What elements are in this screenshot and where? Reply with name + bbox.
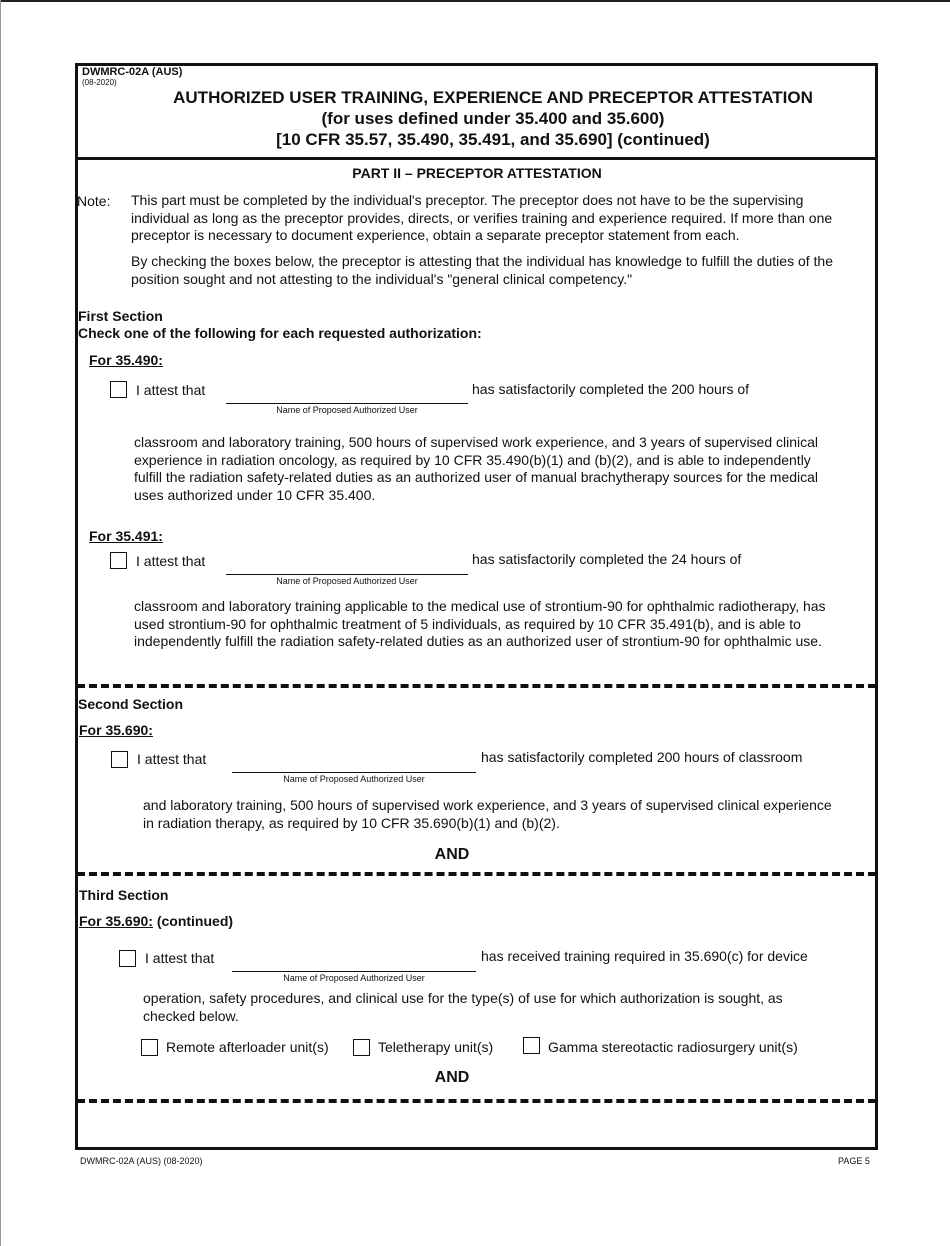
name-caption: Name of Proposed Authorized User <box>283 774 425 784</box>
part-title: PART II – PRECEPTOR ATTESTATION <box>352 165 602 181</box>
form-title <box>78 87 908 150</box>
first-section-heading: First Section <box>78 308 163 324</box>
name-input-35-490[interactable] <box>226 403 468 404</box>
note-text: This part must be completed by the individual's preceptor. The preceptor does not have to be the supervising individual as long as the preceptor provides, directs, or verifies training and experience required. If more than one preceptor is necessary to document experience, obtain a separate preceptor statement from each. <box>131 192 833 243</box>
remote-afterloader-checkbox[interactable] <box>141 1039 158 1056</box>
section-label-35-690: For 35.690: <box>79 722 153 738</box>
form-date: (08-2020) <box>82 78 117 87</box>
teletherapy-checkbox[interactable] <box>353 1039 370 1056</box>
attest-label: I attest that <box>136 382 206 398</box>
section-label-35-491: For 35.491: <box>89 528 163 544</box>
section-divider <box>77 872 876 876</box>
form-id: DWMRC-02A (AUS) <box>82 66 183 78</box>
device-option-label: Gamma stereotactic radiosurgery unit(s) <box>548 1039 798 1055</box>
attest-35-690c-checkbox[interactable] <box>119 950 136 967</box>
section-divider <box>77 684 876 688</box>
name-input-35-690c[interactable] <box>232 971 476 972</box>
requirement-35-490: classroom and laboratory training, 500 hours of supervised work experience, and 3 years of supervised clinical experience in radiation oncology, as required by 10 CFR 35.490(b)(1) and (b)(2), and is able to independently fulfill the radiation safety-related duties as an authorized user of manual brachytherapy sources for the medical uses authorized under 10 CFR 35.400. <box>134 434 819 503</box>
name-input-35-491[interactable] <box>226 574 468 575</box>
title-line-3: [10 CFR 35.57, 35.490, 35.491, and 35.690] (continued) <box>276 130 710 149</box>
attest-35-491-checkbox[interactable] <box>110 552 127 569</box>
third-section-heading: Third Section <box>79 887 169 903</box>
first-section-instruction: Check one of the following for each requested authorization: <box>78 325 482 341</box>
and-connector: AND <box>434 846 470 863</box>
section-label-text: For 35.690: <box>79 913 153 929</box>
title-line-1: AUTHORIZED USER TRAINING, EXPERIENCE AND PRECEPTOR ATTESTATION <box>173 88 813 107</box>
attest-label: I attest that <box>136 553 206 569</box>
gamma-radiosurgery-checkbox[interactable] <box>523 1037 540 1054</box>
note-label: Note: <box>77 193 111 209</box>
completion-text: has satisfactorily completed the 200 hours of <box>472 381 750 397</box>
attest-35-690-checkbox[interactable] <box>111 751 128 768</box>
attestation-note: By checking the boxes below, the preceptor is attesting that the individual has knowledge to fulfill the duties of the position sought and not attesting to the individual's "general clinical competency." <box>131 253 833 287</box>
requirement-35-491: classroom and laboratory training applicable to the medical use of strontium-90 for ophthalmic radiotherapy, has used strontium-90 for ophthalmic treatment of 5 individuals, as required by 10 CFR 35.491(b), and is able to independently fulfill the radiation safety-related duties as an authorized user of strontium-90 for ophthalmic use. <box>134 598 826 649</box>
attest-label: I attest that <box>145 950 215 966</box>
page-number: PAGE 5 <box>838 1156 870 1166</box>
section-divider <box>77 1099 876 1103</box>
header-divider <box>75 157 878 160</box>
section-label-35-490: For 35.490: <box>89 352 163 368</box>
completion-text: has satisfactorily completed 200 hours of classroom <box>481 749 803 765</box>
device-option-label: Remote afterloader unit(s) <box>166 1039 329 1055</box>
name-caption: Name of Proposed Authorized User <box>276 405 418 415</box>
section-label-suffix: (continued) <box>156 913 234 929</box>
name-caption: Name of Proposed Authorized User <box>276 576 418 586</box>
page-edge-left <box>0 0 1 1246</box>
completion-text: has received training required in 35.690(c) for device <box>481 948 808 964</box>
section-label-35-690-continued <box>79 913 233 929</box>
requirement-35-690: and laboratory training, 500 hours of supervised work experience, and 3 years of supervised clinical experience in radiation therapy, as required by 10 CFR 35.690(b)(1) and (b)(2). <box>143 797 832 831</box>
and-connector: AND <box>434 1069 470 1086</box>
device-option-label: Teletherapy unit(s) <box>378 1039 494 1055</box>
attest-35-490-checkbox[interactable] <box>110 381 127 398</box>
completion-text: has satisfactorily completed the 24 hours of <box>472 551 742 567</box>
page-edge <box>0 0 950 2</box>
footer-form-ref: DWMRC-02A (AUS) (08-2020) <box>80 1156 203 1166</box>
requirement-35-690c: operation, safety procedures, and clinical use for the type(s) of use for which authorization is sought, as checked below. <box>143 990 783 1024</box>
second-section-heading: Second Section <box>78 696 184 712</box>
attest-label: I attest that <box>137 751 207 767</box>
title-line-2: (for uses defined under 35.400 and 35.600) <box>321 109 665 128</box>
name-input-35-690[interactable] <box>232 772 476 773</box>
name-caption: Name of Proposed Authorized User <box>283 973 425 983</box>
